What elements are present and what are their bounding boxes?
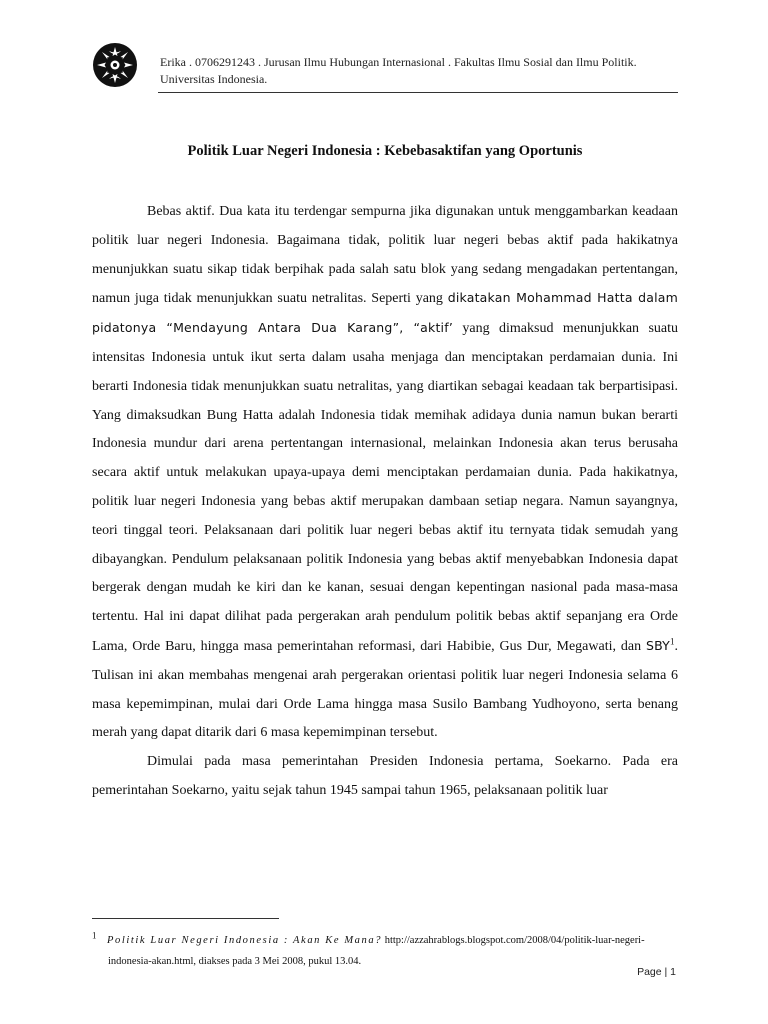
footnote-number: 1 bbox=[92, 930, 97, 941]
header-divider bbox=[158, 92, 678, 93]
p1-part-c: yang dimaksud menunjukkan suatu intensitas Indonesia untuk ikut serta dalam usaha menjaga dan menciptakan perdamaian dunia. Ini berarti Indonesia tidak menunjukkan suatu netralitas, yang diartikan sebagai keadaan tak berpartisipasi. Yang dimaksudkan Bung Hatta adalah Indonesia tidak memihak adidaya dunia namun bukan berarti Indonesia mundur dari arena pertentangan internasional, melainkan Indonesia akan terus berusaha secara aktif untuk melakukan upaya-upaya demi menciptakan perdamaian dunia. Pada hakikatnya, politik luar negeri Indonesia yang bebas aktif merupakan dambaan setiap negara. Namun sayangnya, teori tinggal teori. Pelaksanaan dari politik luar negeri bebas aktif itu ternyata tidak semudah yang dibayangkan. Pendulum pelaksanaan politik Indonesia yang bebas aktif menyebabkan Indonesia dapat bergerak dengan mudah ke kiri dan ke kanan, sesuai dengan kepentingan nasional pada masa-masa tertentu. Hal ini dapat dilihat pada pergerakan arah pendulum politik bebas aktif sepanjang era Orde Lama, Orde Baru, hingga masa pemerintahan reformasi, dari Habibie, Gus Dur, Megawati, dan bbox=[92, 321, 678, 654]
body-text bbox=[92, 198, 678, 806]
p1-hatta-quote: dikatakan Mohammad Hatta dalam pidatonya “Mendayung Antara Dua Karang”, “aktif’ bbox=[92, 290, 679, 336]
page-header bbox=[92, 42, 678, 94]
p1-sby: SBY bbox=[645, 637, 670, 653]
university-seal-icon bbox=[92, 42, 138, 88]
header-line-1: Erika . 0706291243 . Jurusan Ilmu Hubungan Internasional . Fakultas Ilmu Sosial dan Ilmu Politik. bbox=[160, 55, 637, 69]
page-number: Page | 1 bbox=[637, 966, 676, 978]
header-line-2: Universitas Indonesia. bbox=[160, 72, 268, 86]
paragraph-1 bbox=[92, 198, 678, 748]
footnote-reference[interactable]: 1 bbox=[670, 636, 675, 647]
p1-part-a: Bebas aktif. Dua kata itu terdengar sempurna jika digunakan untuk menggambarkan keadaan politik luar negeri Indonesia. Bagaimana tidak, politik luar negeri bebas aktif pada hakikatnya menunjukkan suatu sikap tidak berpihak pada salah satu blok yang sedang mengadakan pertentangan, namun juga tidak menunjukkan suatu netralitas. Seperti yang bbox=[92, 204, 678, 307]
footnote-divider bbox=[92, 918, 279, 919]
paragraph-2: Dimulai pada masa pemerintahan Presiden Indonesia pertama, Soekarno. Pada era pemerintahan Soekarno, yaitu sejak tahun 1945 sampai tahun 1965, pelaksanaan politik luar bbox=[92, 754, 678, 798]
footnote-line-2: indonesia-akan.html, diakses pada 3 Mei 2008, pukul 13.04. bbox=[108, 956, 362, 967]
p1-part-d: . Tulisan ini akan membahas mengenai arah pergerakan orientasi politik luar negeri Indonesia selama 6 masa kepemimpinan, mulai dari Orde Lama hingga masa Susilo Bambang Yudhoyono, serta benang merah yang dapat ditarik dari 6 masa kepemimpinan tersebut. bbox=[92, 638, 678, 741]
footnote-url[interactable]: http://azzahrablogs.blogspot.com/2008/04/politik-luar-negeri- bbox=[382, 935, 645, 946]
footnote-title: Politik Luar Negeri Indonesia : Akan Ke Mana? bbox=[107, 935, 383, 946]
footnote bbox=[92, 930, 678, 972]
document-title: Politik Luar Negeri Indonesia : Kebebasaktifan yang Oportunis bbox=[187, 143, 583, 159]
header-author-line bbox=[160, 54, 678, 88]
footnote-line-1 bbox=[92, 930, 678, 951]
